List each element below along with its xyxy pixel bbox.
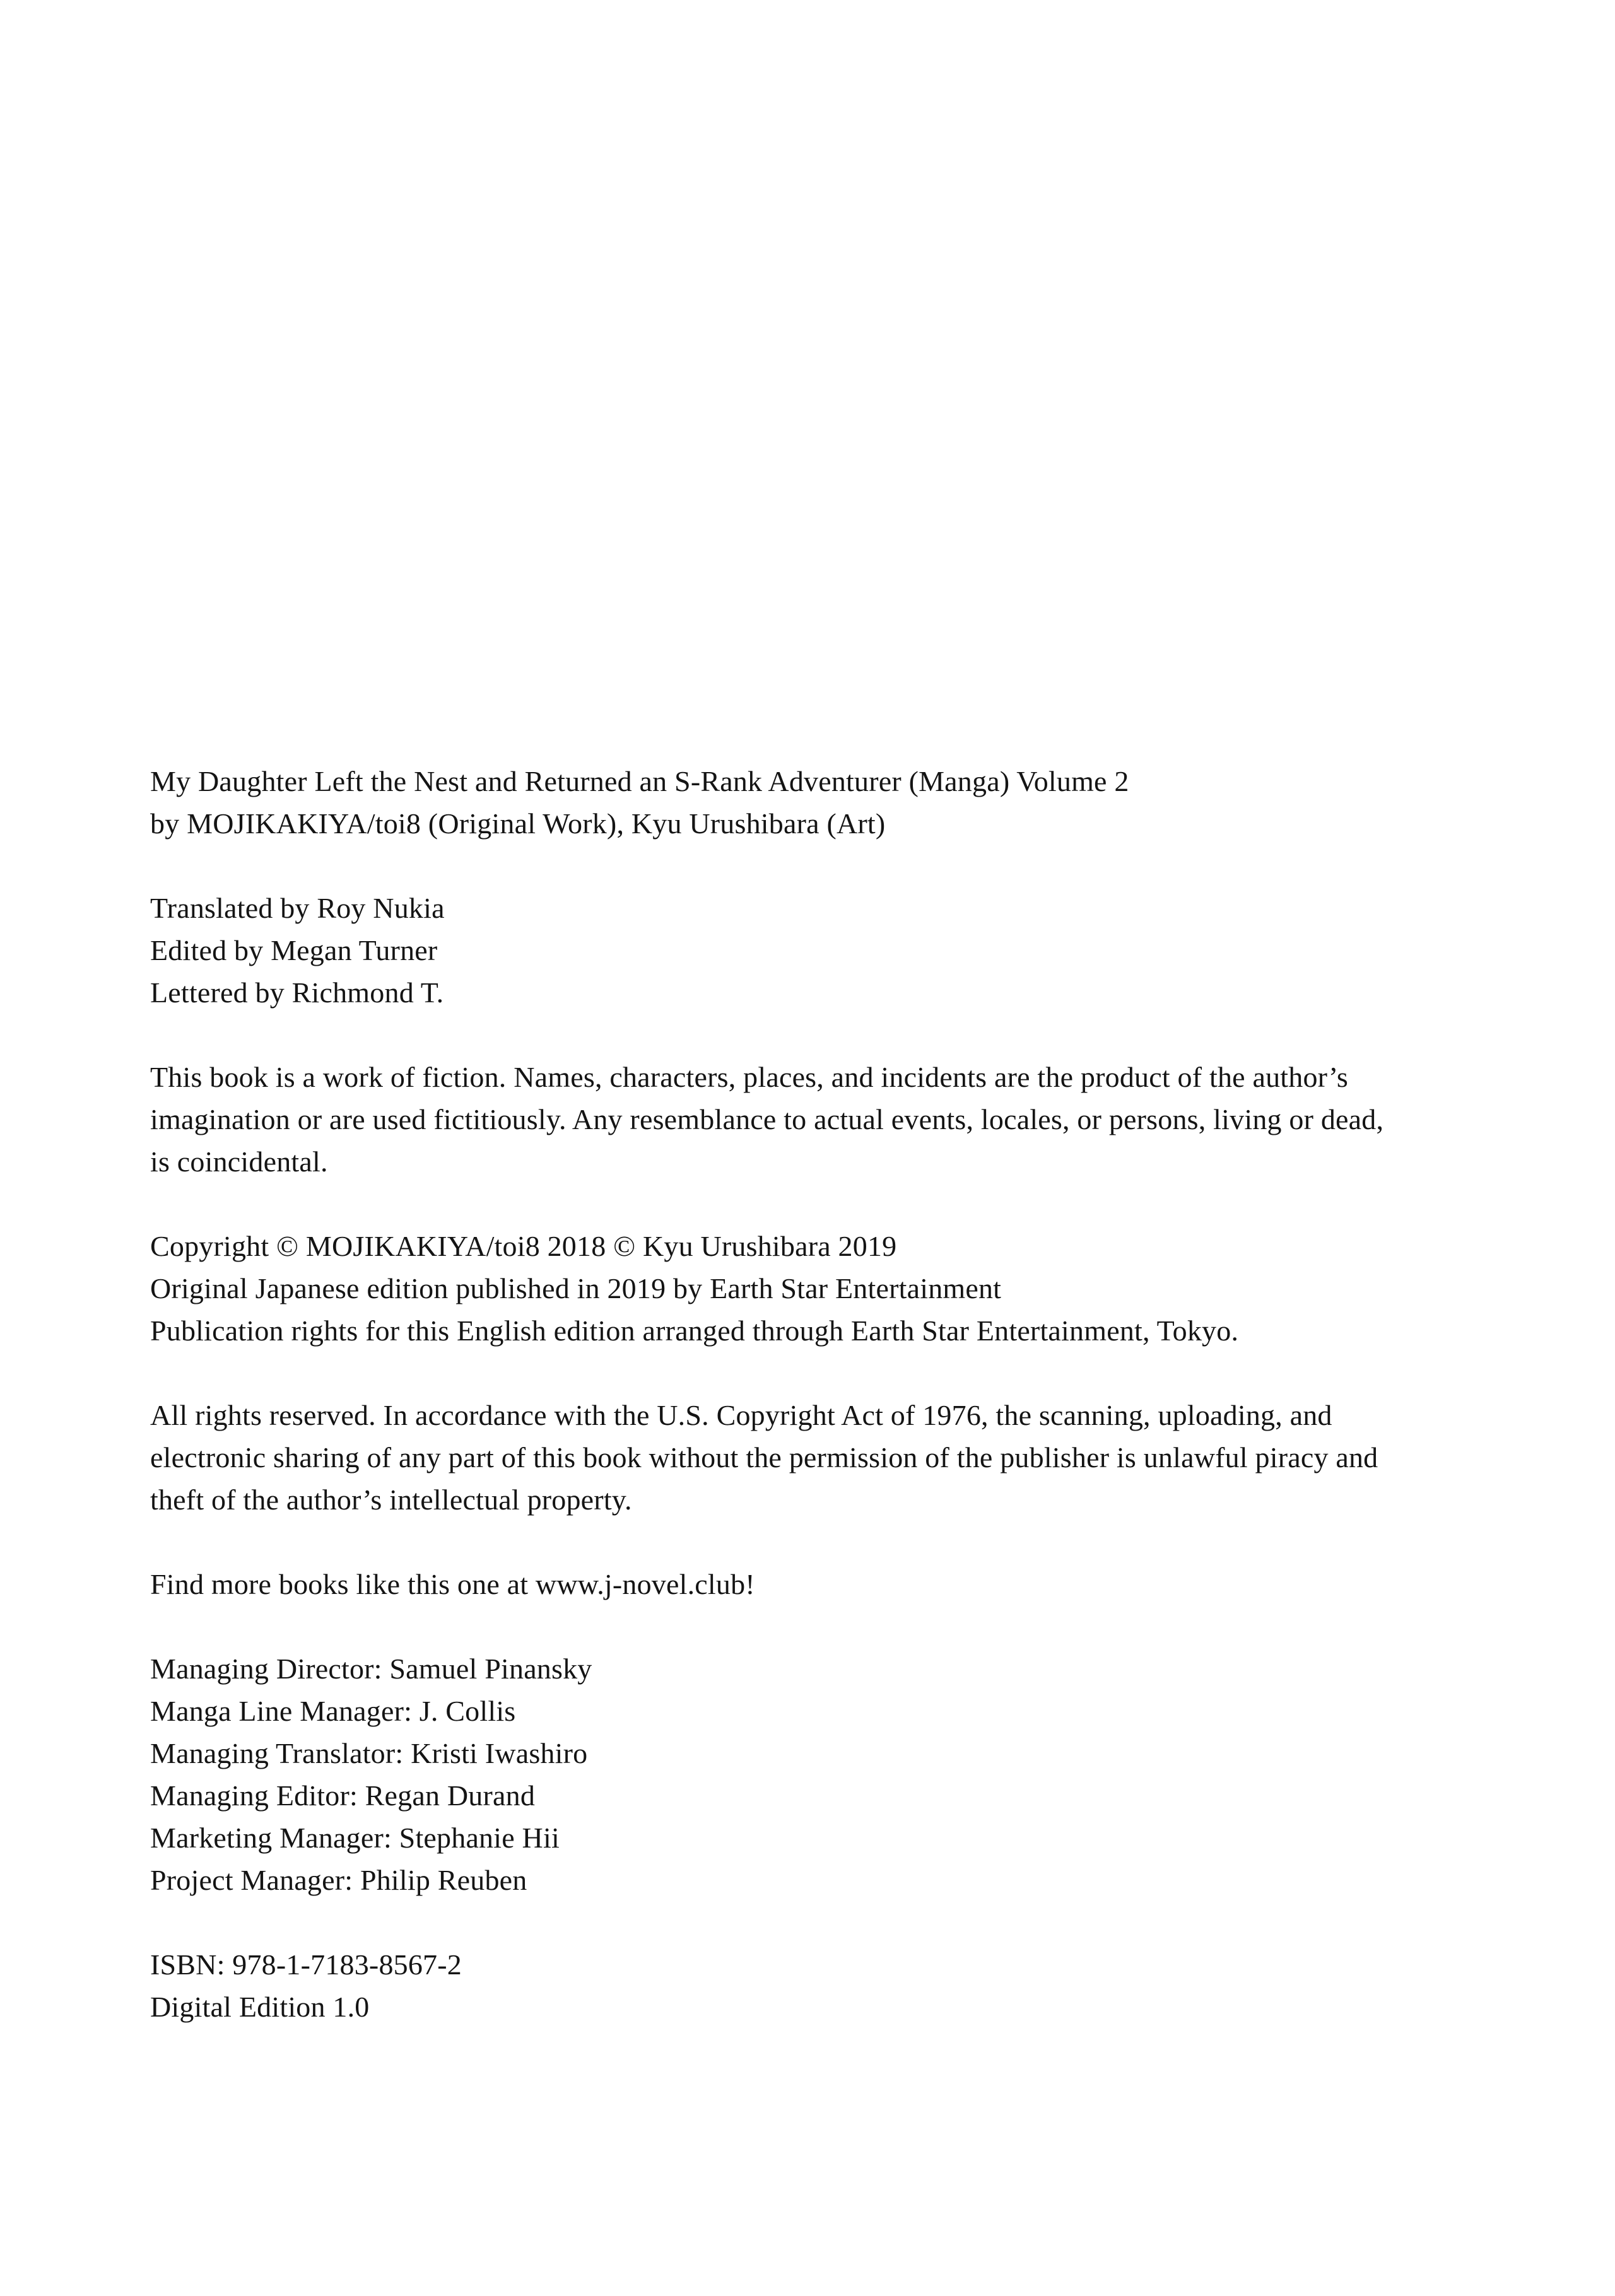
credit-letterer: Lettered by Richmond T. bbox=[150, 976, 444, 1009]
rights-notice bbox=[150, 1394, 1406, 1521]
staff-marketing-manager: Marketing Manager: Stephanie Hii bbox=[150, 1822, 560, 1854]
credit-translator: Translated by Roy Nukia bbox=[150, 892, 445, 924]
staff-manga-line-manager: Manga Line Manager: J. Collis bbox=[150, 1695, 516, 1727]
staff-project-manager: Project Manager: Philip Reuben bbox=[150, 1864, 527, 1896]
staff-managing-director: Managing Director: Samuel Pinansky bbox=[150, 1653, 592, 1685]
rights-notice-text: All rights reserved. In accordance with the U.S. Copyright Act of 1976, the scanning, uploading, and electronic sharing of any part of this book without the permission of the publisher is unlawful piracy and theft of the author’s intellectual property. bbox=[150, 1399, 1378, 1516]
fiction-disclaimer-text: This book is a work of fiction. Names, characters, places, and incidents are the product of the author’s imagination or are used fictitiously. Any resemblance to actual events, locales, or persons, living or dead, is coincidental. bbox=[150, 1061, 1384, 1178]
copyright-line: Copyright © MOJIKAKIYA/toi8 2018 © Kyu Urushibara 2019 bbox=[150, 1230, 897, 1262]
isbn: ISBN: 978-1-7183-8567-2 bbox=[150, 1948, 462, 1981]
staff-managing-editor: Managing Editor: Regan Durand bbox=[150, 1779, 536, 1812]
find-more bbox=[150, 1563, 1406, 1605]
publication-rights-line: Publication rights for this English edition arranged through Earth Star Entertainment, Tokyo. bbox=[150, 1315, 1239, 1347]
title-block bbox=[150, 760, 1406, 845]
production-credits bbox=[150, 887, 1406, 1014]
fiction-disclaimer bbox=[150, 1056, 1406, 1183]
colophon-text-block bbox=[150, 760, 1406, 2028]
edition-block bbox=[150, 1943, 1406, 2028]
copyright-block bbox=[150, 1225, 1406, 1352]
find-more-text: Find more books like this one at www.j-novel.club! bbox=[150, 1568, 755, 1600]
original-edition-line: Original Japanese edition published in 2019 by Earth Star Entertainment bbox=[150, 1272, 1002, 1304]
credit-editor: Edited by Megan Turner bbox=[150, 934, 438, 966]
staff-list bbox=[150, 1648, 1406, 1901]
staff-managing-translator: Managing Translator: Kristi Iwashiro bbox=[150, 1737, 588, 1769]
edition: Digital Edition 1.0 bbox=[150, 1991, 370, 2023]
book-title: My Daughter Left the Nest and Returned an S-Rank Adventurer (Manga) Volume 2 bbox=[150, 765, 1129, 797]
book-byline: by MOJIKAKIYA/toi8 (Original Work), Kyu Urushibara (Art) bbox=[150, 807, 886, 840]
